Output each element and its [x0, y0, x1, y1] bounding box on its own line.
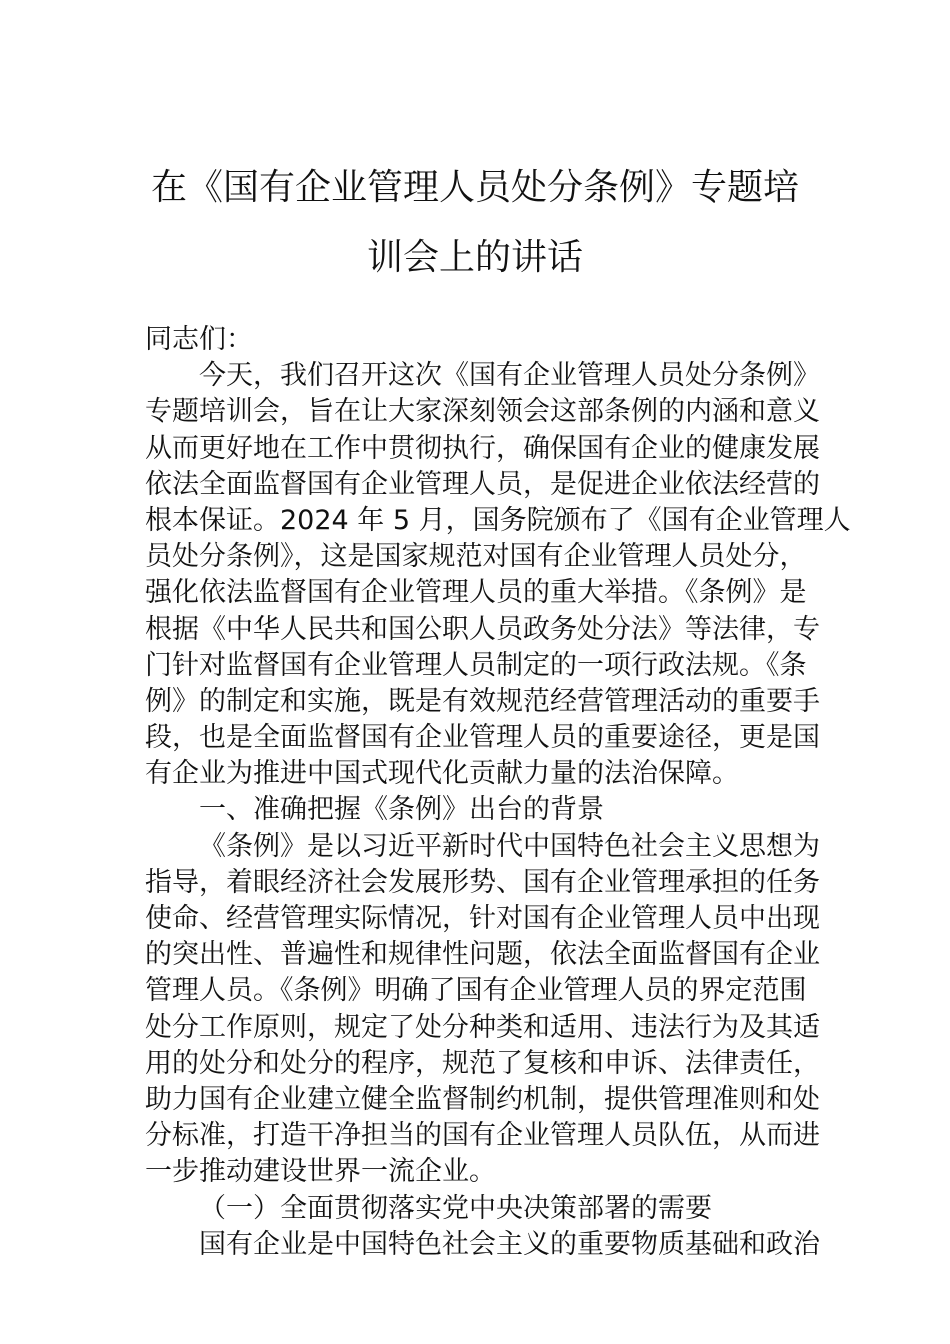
text-line: 门针对监督国有企业管理人员制定的一项行政法规。《条 — [145, 649, 807, 681]
document-title-line-2: 训会上的讲话 — [366, 237, 583, 278]
text-line: 同志们： — [145, 324, 253, 355]
text-line: 强化依法监督国有企业管理人员的重大举措。《条例》是 — [145, 577, 807, 609]
text-line: 使命、经营管理实际情况，针对国有企业管理人员中出现 — [145, 903, 820, 934]
document-body — [145, 322, 851, 1263]
text-line: 一、准确把握《条例》出台的背景 — [199, 794, 604, 826]
text-line: 根本保证。2024 年 5 月，国务院颁布了《国有企业管理人 — [145, 504, 851, 536]
text-line: 管理人员。《条例》明确了国有企业管理人员的界定范围 — [145, 975, 807, 1007]
text-line: 今天，我们召开这次《国有企业管理人员处分条例》 — [199, 360, 820, 392]
text-line: 一步推动建设世界一流企业。 — [145, 1156, 496, 1188]
text-line: 指导，着眼经济社会发展形势、国有企业管理承担的任务 — [145, 866, 820, 898]
text-line: 处分工作原则，规定了处分种类和适用、违法行为及其适 — [145, 1011, 820, 1043]
text-line: 员处分条例》，这是国家规范对国有企业管理人员处分， — [145, 541, 807, 573]
text-line: 分标准，打造干净担当的国有企业管理人员队伍，从而进 — [145, 1120, 820, 1152]
text-line: 例》的制定和实施，既是有效规范经营管理活动的重要手 — [145, 685, 820, 717]
text-line: 专题培训会，旨在让大家深刻领会这部条例的内涵和意义 — [145, 396, 820, 428]
text-line: 根据《中华人民共和国公职人员政务处分法》等法律，专 — [145, 613, 820, 645]
text-line: 助力国有企业建立健全监督制约机制，提供管理准则和处 — [145, 1083, 820, 1115]
text-line: 从而更好地在工作中贯彻执行，确保国有企业的健康发展 — [145, 432, 820, 464]
text-line: 有企业为推进中国式现代化贡献力量的法治保障。 — [145, 758, 739, 790]
text-line: （一）全面贯彻落实党中央决策部署的需要 — [199, 1192, 712, 1224]
text-line: 段，也是全面监督国有企业管理人员的重要途径，更是国 — [145, 722, 820, 754]
text-line: 《条例》是以习近平新时代中国特色社会主义思想为 — [199, 830, 820, 862]
text-line: 用的处分和处分的程序，规范了复核和申诉、法律责任， — [145, 1047, 820, 1079]
text-line: 的突出性、普遍性和规律性问题，依法全面监督国有企业 — [145, 939, 820, 971]
text-line: 依法全面监督国有企业管理人员，是促进企业依法经营的 — [145, 468, 820, 500]
document-title-line-1: 在《国有企业管理人员处分条例》专题培 — [150, 167, 799, 208]
text-line: 国有企业是中国特色社会主义的重要物质基础和政治 — [199, 1228, 820, 1260]
